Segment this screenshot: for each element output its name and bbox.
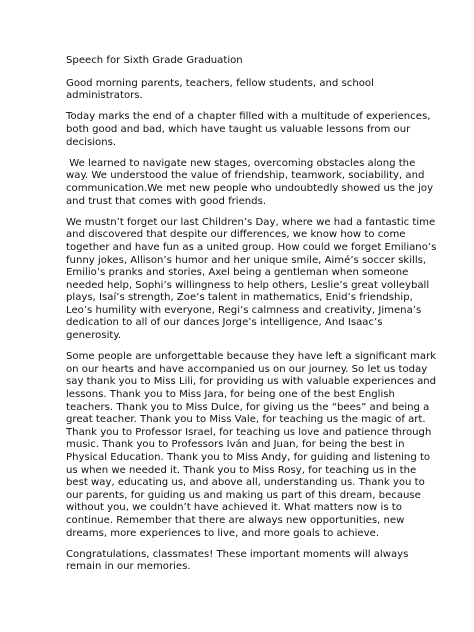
document-title: Speech for Sixth Grade Graduation (66, 55, 243, 66)
paragraph-chapter-end: Today marks the end of a chapter filled with a multitude of experiences, both good and bad, which have taught us valuable lessons from our decisions. (66, 111, 434, 148)
paragraph-new-stages: We learned to navigate new stages, overcoming obstacles along the way. We understood the value of friendship, teamwork, sociability, and communication.We met new people who undoubtedly showed us the joy and trust that comes with good friends. (66, 157, 437, 207)
paragraph-childrens-day: We mustn’t forget our last Children’s Day, where we had a fantastic time and discovered that despite our differences, we know how to come together and have fun as a united group. How could we forget Emiliano’s funny jokes, Allison’s humor and her unique smile, Aimé’s soccer skills, Emilio’s pranks and stories, Axel being a gentleman when someone needed help, Sophi’s willingness to help others, Leslie’s great volleyball plays, Isaí’s strength, Zoe’s talent in mathematics, Enid’s friendship, Leo’s humility with everyone, Regi’s calmness and creativity, Jimena’s dedication to all of our dances Jorge’s intelligence, And Isaac’s generosity. (66, 216, 440, 342)
paragraph-greeting: Good morning parents, teachers, fellow students, and school administrators. (66, 77, 378, 102)
document-body (66, 55, 438, 583)
paragraph-thank-you: Some people are unforgettable because they have left a significant mark on our hearts and have accompanied us on our journey. So let us today say thank you to Miss Lili, for providing us with valuable experiences and lessons. Thank you to Miss Jara, for being one of the best English teachers. Thank you to Miss Dulce, for giving us the “bees” and being a great teacher. Thank you to Miss Vale, for teaching us the magic of art. Thank you to Professor Israel, for teaching us love and patience through music. Thank you to Professors Iván and Juan, for being the best in Physical Education. Thank you to Miss Andy, for guiding and listening to us when we needed it. Thank you to Miss Rosy, for teaching us in the best way, educating us, and above all, understanding us. Thank you to our parents, for guiding us and making us part of this dream, because without you, we couldn’t have achieved it. What matters now is to continue. Remember that there are always new opportunities, new dreams, more experiences to live, and more goals to achieve. (66, 351, 440, 539)
paragraph-congratulations: Congratulations, classmates! These important moments will always remain in our memories. (66, 548, 412, 573)
